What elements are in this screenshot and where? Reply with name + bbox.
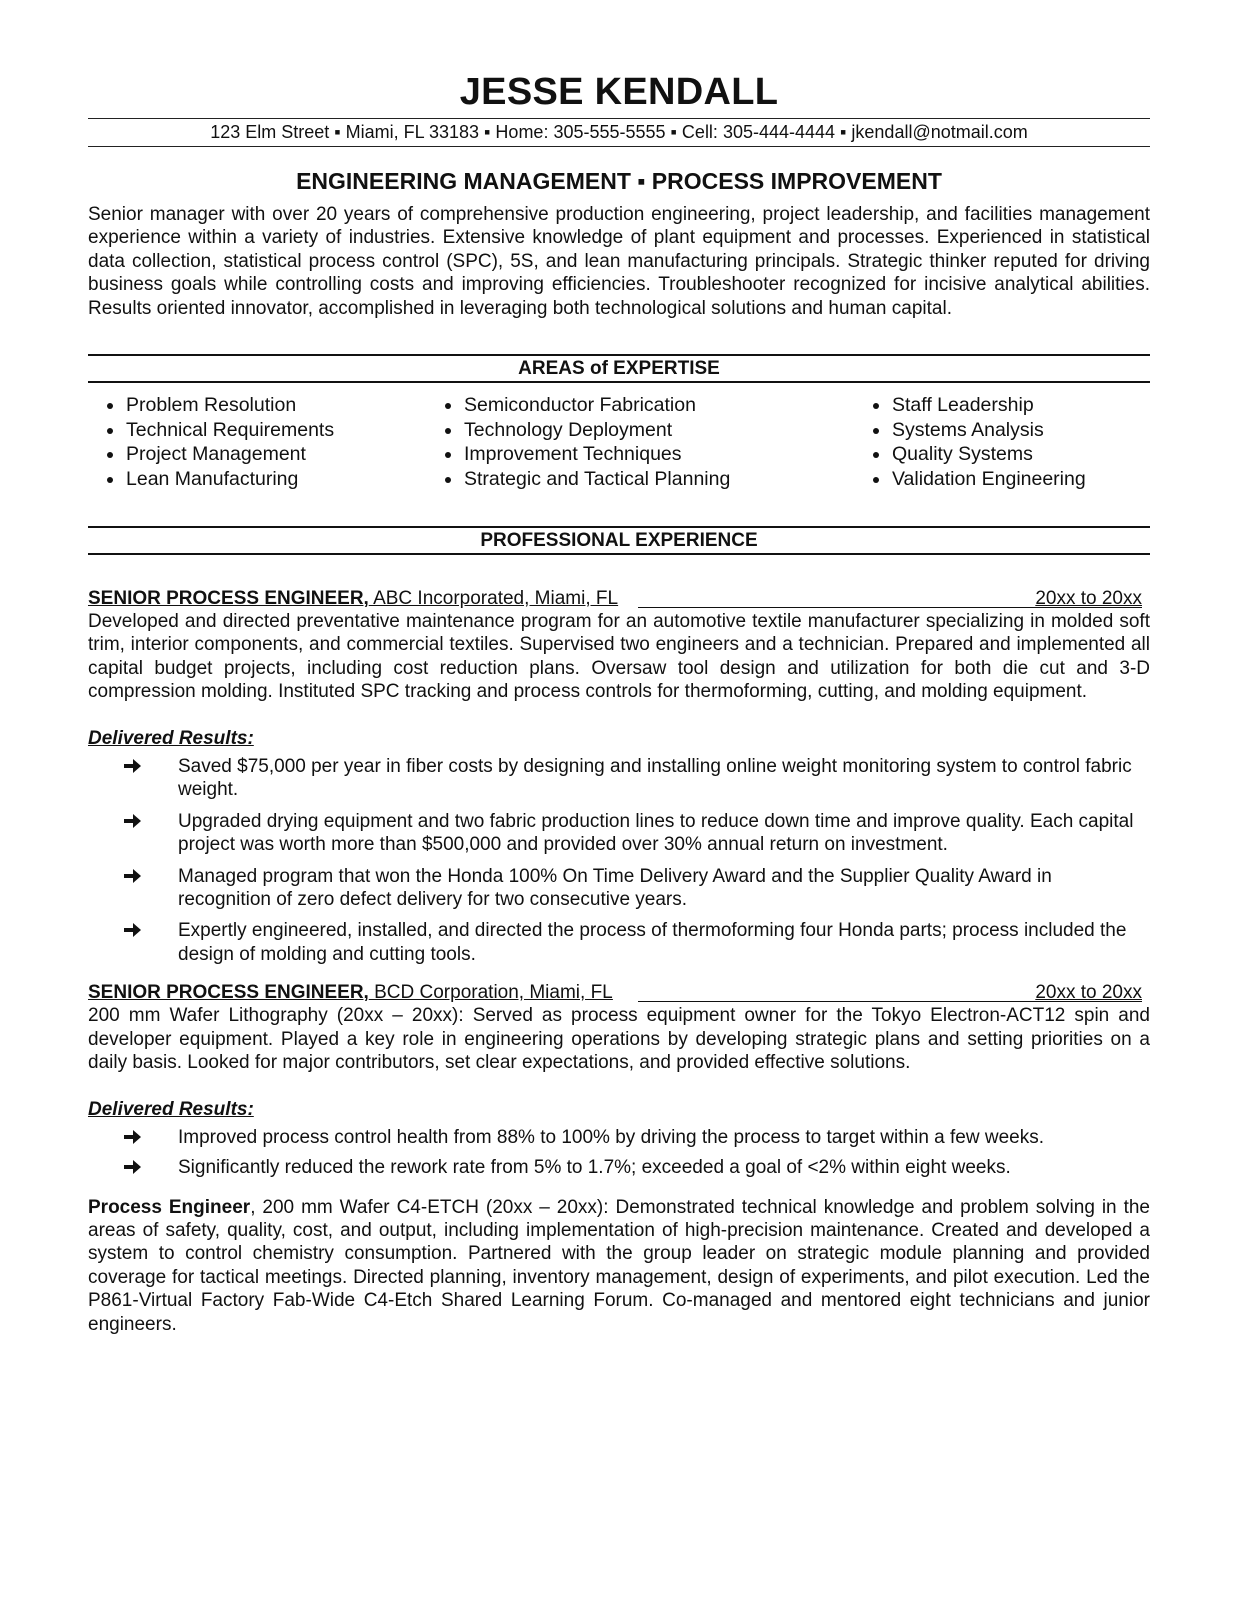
arrow-right-icon	[124, 868, 142, 884]
result-item: Upgraded drying equipment and two fabric production lines to reduce down time and improve quality. Each capital project was worth more than $500,000 and provided over 30% annual return on investment.	[88, 810, 1150, 857]
header-rule-bottom	[88, 146, 1150, 147]
job-title: SENIOR PROCESS ENGINEER,	[88, 982, 369, 1004]
expertise-item: Technology Deployment	[426, 418, 854, 443]
professional-headline: ENGINEERING MANAGEMENT ▪ PROCESS IMPROVEMENT	[296, 168, 942, 194]
expertise-item: Technical Requirements	[88, 418, 426, 443]
candidate-name: JESSE KENDALL	[459, 71, 779, 113]
expertise-item: Systems Analysis	[854, 418, 1114, 443]
arrow-right-icon	[124, 922, 142, 938]
job-title: Process Engineer	[88, 1196, 251, 1218]
expertise-list	[88, 393, 1150, 492]
results-heading: Delivered Results:	[88, 1099, 254, 1121]
result-item: Significantly reduced the rework rate from 5% to 1.7%; exceeded a goal of <2% within eight weeks.	[88, 1156, 1150, 1179]
header-rule-top	[88, 118, 1150, 119]
expertise-item: Staff Leadership	[854, 393, 1114, 418]
job-company: BCD Corporation, Miami, FL	[368, 982, 613, 1004]
expertise-item: Project Management	[88, 442, 426, 467]
job-dates: 20xx to 20xx	[1035, 982, 1142, 1004]
job-description: Developed and directed preventative maintenance program for an automotive textile manufacturer specializing in molded soft trim, interior components, and commercial textiles. Supervised two engineers and a technician. Prepared and implemented all capital budget projects, including cost reduction plans. Oversaw tool design and utilization for both die cut and 3-D compression molding. Instituted SPC tracking and process controls for thermoforming, cutting, and molding equipment.	[88, 610, 1150, 703]
job-description: , 200 mm Wafer C4-ETCH (20xx – 20xx): Demonstrated technical knowledge and problem solving in the areas of safety, quality, cost, and output, including implementation of high-precision maintenance. Created and developed a system to control chemistry consumption. Partnered with the group leader on strategic module planning and provided coverage for tactical meetings. Directed planning, inventory management, design of experiments, and pilot execution. Led the P861-Virtual Factory Fab-Wide C4-Etch Shared Learning Forum. Co-managed and mentored eight technicians and junior engineers.	[88, 1196, 1150, 1335]
job-description: 200 mm Wafer Lithography (20xx – 20xx): Served as process equipment owner for the Tokyo Electron-ACT12 spin and developer equipment. Played a key role in engineering operations by developing strategic plans and setting priorities on a daily basis. Looked for major contributors, set clear expectations, and provided effective solutions.	[88, 1005, 1150, 1073]
results-list	[88, 755, 1150, 966]
job-dates: 20xx to 20xx	[1035, 587, 1142, 609]
results-heading: Delivered Results:	[88, 728, 254, 750]
experience-section-heading: PROFESSIONAL EXPERIENCE	[88, 526, 1150, 555]
result-item: Managed program that won the Honda 100% On Time Delivery Award and the Supplier Quality Award in recognition of zero defect delivery for two consecutive years.	[88, 865, 1150, 912]
contact-line: 123 Elm Street ▪ Miami, FL 33183 ▪ Home: 305-555-5555 ▪ Cell: 305-444-4444 ▪ jkendall@notmail.com	[210, 122, 1028, 142]
arrow-right-icon	[124, 813, 142, 829]
expertise-item: Problem Resolution	[88, 393, 426, 418]
expertise-section-heading: AREAS of EXPERTISE	[88, 354, 1150, 383]
expertise-item: Improvement Techniques	[426, 442, 854, 467]
process-engineer-paragraph	[88, 1196, 1150, 1336]
result-item: Saved $75,000 per year in fiber costs by designing and installing online weight monitoring system to control fabric weight.	[88, 755, 1150, 802]
job-heading-bcd	[88, 981, 1150, 1004]
expertise-item: Lean Manufacturing	[88, 467, 426, 492]
arrow-right-icon	[124, 1159, 142, 1175]
expertise-item: Quality Systems	[854, 442, 1114, 467]
job-heading-abc	[88, 587, 1150, 610]
result-item: Expertly engineered, installed, and directed the process of thermoforming four Honda parts; process included the design of molding and cutting tools.	[88, 919, 1150, 966]
expertise-column-2	[426, 393, 854, 492]
results-list	[88, 1126, 1150, 1180]
arrow-right-icon	[124, 758, 142, 774]
job-title: SENIOR PROCESS ENGINEER,	[88, 587, 369, 609]
arrow-right-icon	[124, 1129, 142, 1145]
expertise-item: Semiconductor Fabrication	[426, 393, 854, 418]
summary-paragraph: Senior manager with over 20 years of comprehensive production engineering, project leadership, and facilities management experience within a variety of industries. Extensive knowledge of plant equipment and processes. Experienced in statistical data collection, statistical process control (SPC), 5S, and lean manufacturing principals. Strategic thinker reputed for driving business goals while controlling costs and improving efficiencies. Troubleshooter recognized for incisive analytical abilities. Results oriented innovator, accomplished in leveraging both technological solutions and human capital.	[88, 204, 1150, 319]
expertise-item: Validation Engineering	[854, 467, 1114, 492]
result-item: Improved process control health from 88% to 100% by driving the process to target within a few weeks.	[88, 1126, 1150, 1149]
expertise-column-3	[854, 393, 1114, 492]
expertise-item: Strategic and Tactical Planning	[426, 467, 854, 492]
expertise-column-1	[88, 393, 426, 492]
job-company: ABC Incorporated, Miami, FL	[368, 587, 619, 609]
